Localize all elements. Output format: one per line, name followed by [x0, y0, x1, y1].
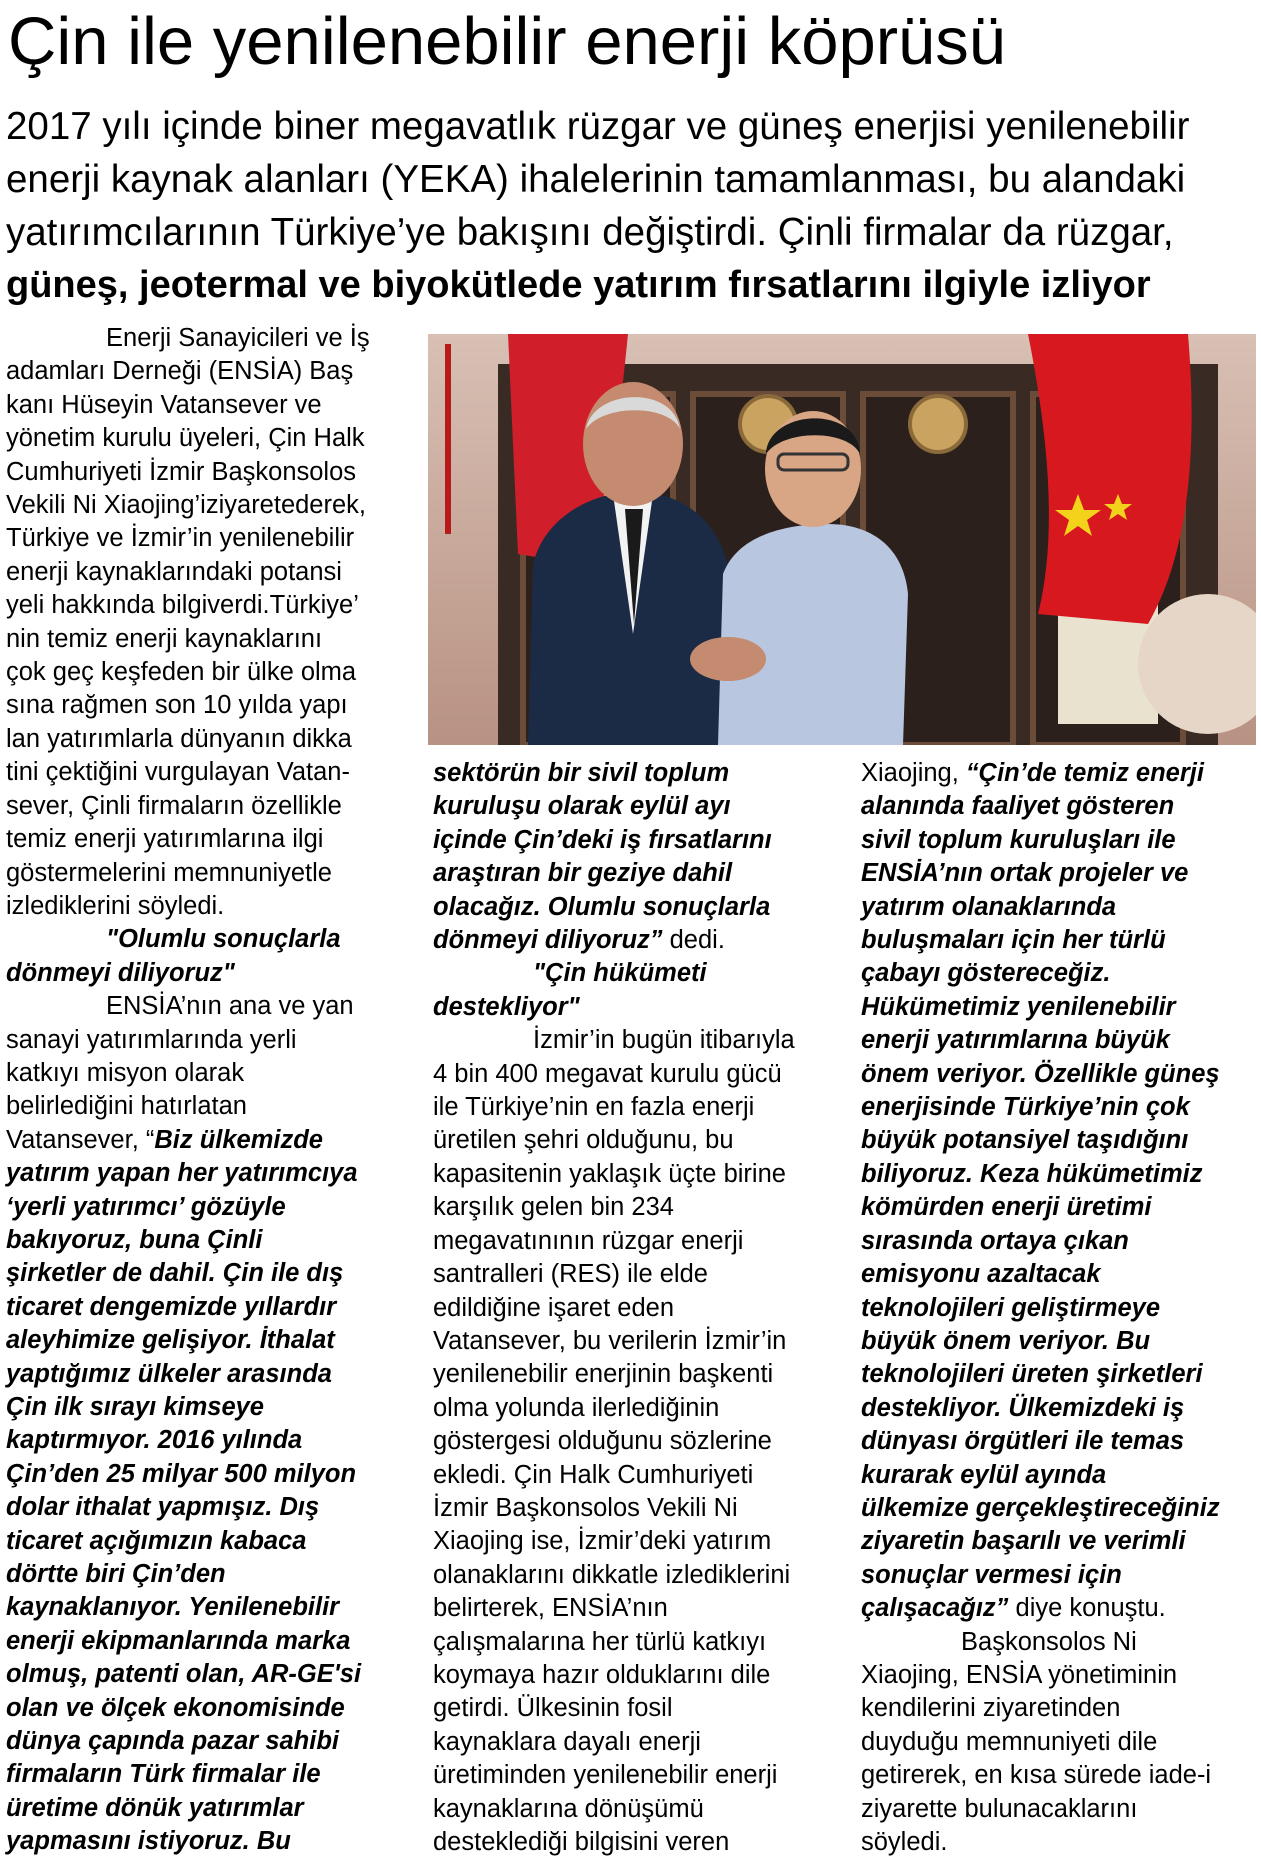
- text-line: ENSİA’nın ana ve yan: [106, 992, 354, 1021]
- quote-line: ülkemize gerçekleştireceğiniz: [861, 1493, 1220, 1522]
- text-segment: dedi.: [662, 926, 725, 955]
- text-line: İzmir Başkonsolos Vekili Ni: [433, 1493, 738, 1522]
- quote-line: ziyaretin başarılı ve verimli: [861, 1527, 1186, 1556]
- text-line: belirlediğini hatırlatan: [6, 1092, 247, 1121]
- text-line: Başkonsolos Ni: [961, 1627, 1137, 1656]
- quote-line: büyük potansiyel taşıdığını: [861, 1126, 1189, 1155]
- subheading: destekliyor": [433, 992, 580, 1021]
- quote-line: olan ve ölçek ekonomisinde: [6, 1693, 345, 1722]
- lead-line: yatırımcılarının Türkiye’ye bakışını değiştirdi. Çinli firmalar da rüzgar,: [6, 211, 1174, 254]
- quote-line: kömürden enerji üretimi: [861, 1193, 1152, 1222]
- quote-line: ticaret açığımızın kabaca: [6, 1526, 307, 1555]
- quote-line: çabayı göstereceğiz.: [861, 959, 1111, 988]
- quote-line: olmuş, patenti olan, AR-GE'si: [6, 1660, 362, 1689]
- quote-line: dünya çapında pazar sahibi: [6, 1727, 340, 1756]
- quote-line: ‘yerli yatırımcı’ gözüyle: [6, 1192, 286, 1221]
- article-column-2: [433, 757, 838, 1859]
- quote-line: kurarak eylül ayında: [861, 1460, 1107, 1489]
- text-line: adamları Derneği (ENSİA) Baş: [6, 357, 354, 386]
- text-line: ile Türkiye’nin en fazla enerji: [433, 1093, 755, 1122]
- quote-line: sırasında ortaya çıkan: [861, 1226, 1129, 1255]
- quote-line: büyük önem veriyor. Bu: [861, 1326, 1151, 1355]
- quote-line: enerji ekipmanlarında marka: [6, 1626, 351, 1655]
- quote-line: Hükümetimiz yenilenebilir: [861, 992, 1176, 1021]
- quote-line: kaynaklanıyor. Yenilenebilir: [6, 1593, 340, 1622]
- text-line: ziyarette bulunacaklarını: [861, 1794, 1138, 1823]
- quote-line: yaptığımız ülkeler arasında: [6, 1359, 332, 1388]
- quote-line: sivil toplum kuruluşları ile: [861, 825, 1176, 854]
- quote-line: enerjisinde Türkiye’nin çok: [861, 1093, 1190, 1122]
- quote-line: şirketler de dahil. Çin ile dış: [6, 1259, 344, 1288]
- quote-line: dörtte biri Çin’den: [6, 1560, 226, 1589]
- text-line: temiz enerji yatırımlarına ilgi: [6, 825, 324, 854]
- quote-line: sektörün bir sivil toplum: [433, 759, 730, 787]
- text-segment: Vatansever, “: [6, 1125, 155, 1154]
- text-line: yönetim kurulu üyeleri, Çin Halk: [6, 424, 365, 453]
- quote-line: kuruluşu olarak eylül ayı: [433, 792, 731, 821]
- text-line: Xiaojing, ENSİA yönetiminin: [861, 1660, 1178, 1689]
- text-line: getirerek, en kısa sürede iade-i: [861, 1761, 1212, 1790]
- headline: Çin ile yenilenebilir enerji köprüsü: [8, 4, 1007, 79]
- photo-illustration: [428, 334, 1256, 745]
- text-line: megavatınının rüzgar enerji: [433, 1226, 744, 1255]
- quote-line: biliyoruz. Keza hükümetimiz: [861, 1159, 1203, 1188]
- lead-paragraph: [6, 100, 1258, 312]
- quote-line: enerji yatırımlarına büyük: [861, 1026, 1170, 1055]
- text-line: belirterek, ENSİA’nın: [433, 1594, 668, 1623]
- quote-line: bakıyoruz, buna Çinli: [6, 1225, 263, 1254]
- text-line: olanaklarını dikkatle izlediklerini: [433, 1560, 791, 1589]
- subheading: "Olumlu sonuçlarla: [106, 925, 341, 954]
- text-line: kanı Hüseyin Vatansever ve: [6, 390, 322, 419]
- quote-line: yapmasını istiyoruz. Bu: [6, 1827, 291, 1856]
- text-line: koymaya hazır olduklarını dile: [433, 1660, 771, 1689]
- text-line: yeli hakkında bilgiverdi.Türkiye’: [6, 591, 359, 620]
- quote-segment: Biz ülkemizde: [154, 1125, 323, 1154]
- text-line: kapasitenin yaklaşık üçte birine: [433, 1159, 786, 1188]
- text-line: İzmir’in bugün itibarıyla: [533, 1026, 795, 1055]
- quote-line: emisyonu azaltacak: [861, 1260, 1101, 1289]
- quote-segment: çalışacağız”: [861, 1594, 1009, 1623]
- text-line: [861, 1592, 1256, 1625]
- quote-line: aleyhimize gelişiyor. İthalat: [6, 1326, 335, 1355]
- text-line: [433, 924, 838, 957]
- text-line: izlediklerini söyledi.: [6, 891, 225, 920]
- text-line: göstergesi olduğunu sözlerine: [433, 1427, 772, 1456]
- text-line: kendilerini ziyaretinden: [861, 1694, 1121, 1723]
- text-line: yenilenebilir enerjinin başkenti: [433, 1360, 774, 1389]
- text-segment: diye konuştu.: [1008, 1594, 1166, 1623]
- text-line: Vekili Ni Xiaojing’iziyaretederek,: [6, 491, 367, 520]
- text-line: söyledi.: [861, 1828, 948, 1856]
- text-line: lan yatırımlarla dünyanın dikka: [6, 724, 352, 753]
- text-line: edildiğine işaret eden: [433, 1293, 675, 1322]
- text-line: çalışmalarına her türlü katkıyı: [433, 1627, 767, 1656]
- quote-line: buluşmaları için her türlü: [861, 926, 1166, 955]
- lead-line: 2017 yılı içinde biner megavatlık rüzgar ve güneş enerjisi yenilenebilir: [6, 105, 1190, 148]
- quote-line: kaptırmıyor. 2016 yılında: [6, 1426, 303, 1455]
- text-line: tini çektiğini vurgulayan Vatan-: [6, 758, 350, 787]
- quote-line: ticaret dengemizde yıllardır: [6, 1292, 337, 1321]
- text-line: sına rağmen son 10 yılda yapı: [6, 691, 348, 720]
- quote-segment: “Çin’de temiz enerji: [965, 759, 1204, 787]
- quote-line: araştıran bir geziye dahil: [433, 859, 733, 888]
- quote-line: teknolojileri üreten şirketleri: [861, 1360, 1203, 1389]
- text-line: sanayi yatırımlarında yerli: [6, 1025, 297, 1054]
- quote-line: dünyası örgütleri ile temas: [861, 1427, 1185, 1456]
- text-line: getirdi. Ülkesinin fosil: [433, 1694, 673, 1723]
- photo-handshake: [428, 334, 1256, 745]
- article-column-1: [6, 322, 421, 1859]
- text-line: enerji kaynaklarındaki potansi: [6, 557, 342, 586]
- text-line: katkıyı misyon olarak: [6, 1058, 245, 1087]
- text-line: Vatansever, bu verilerin İzmir’in: [433, 1326, 787, 1355]
- text-line: santralleri (RES) ile elde: [433, 1260, 708, 1289]
- text-line: [6, 1124, 421, 1157]
- quote-line: üretime dönük yatırımlar: [6, 1793, 304, 1822]
- quote-line: olacağız. Olumlu sonuçlarla: [433, 892, 771, 921]
- text-line: duyduğu memnuniyeti dile: [861, 1727, 1158, 1756]
- quote-line: içinde Çin’deki iş fırsatlarını: [433, 825, 772, 854]
- text-line: göstermelerini memnuniyetle: [6, 858, 332, 887]
- quote-segment: dönmeyi diliyoruz”: [433, 926, 663, 955]
- text-line: olma yolunda ilerlediğinin: [433, 1393, 720, 1422]
- text-line: nin temiz enerji kaynaklarını: [6, 624, 323, 653]
- quote-line: sonuçlar vermesi için: [861, 1560, 1122, 1589]
- text-line: üretiminden yenilenebilir enerji: [433, 1761, 778, 1790]
- quote-line: ENSİA’nın ortak projeler ve: [861, 859, 1189, 888]
- quote-line: yatırım yapan her yatırımcıya: [6, 1159, 358, 1188]
- text-line: kaynaklara dayalı enerji: [433, 1727, 701, 1756]
- text-line: [861, 757, 1256, 790]
- text-line: sever, Çinli firmaların özellikle: [6, 791, 342, 820]
- quote-line: Çin’den 25 milyar 500 milyon: [6, 1459, 357, 1488]
- text-line: üretilen şehri olduğunu, bu: [433, 1126, 734, 1155]
- quote-line: alanında faaliyet gösteren: [861, 792, 1175, 821]
- subheading: dönmeyi diliyoruz": [6, 958, 235, 987]
- text-line: desteklediği bilgisini veren: [433, 1828, 730, 1856]
- text-line: Cumhuriyeti İzmir Başkonsolos: [6, 457, 357, 486]
- quote-line: dolar ithalat yapmışız. Dış: [6, 1493, 320, 1522]
- quote-line: destekliyor. Ülkemizdeki iş: [861, 1393, 1185, 1422]
- quote-line: önem veriyor. Özellikle güneş: [861, 1059, 1220, 1088]
- lead-line: enerji kaynak alanları (YEKA) ihalelerinin tamamlanması, bu alandaki: [6, 158, 1186, 201]
- text-line: ekledi. Çin Halk Cumhuriyeti: [433, 1460, 754, 1489]
- article-column-3: [861, 757, 1256, 1859]
- quote-line: Çin ilk sırayı kimseye: [6, 1393, 264, 1421]
- text-line: çok geç keşfeden bir ülke olma: [6, 658, 357, 687]
- text-line: Türkiye ve İzmir’in yenilenebilir: [6, 524, 355, 553]
- text-line: karşılık gelen bin 234: [433, 1193, 674, 1222]
- text-line: 4 bin 400 megavat kurulu gücü: [433, 1059, 782, 1088]
- text-segment: Xiaojing,: [861, 759, 966, 787]
- text-line: Xiaojing ise, İzmir’deki yatırım: [433, 1527, 772, 1556]
- quote-line: yatırım olanaklarında: [861, 892, 1117, 921]
- text-line: kaynaklarına dönüşümü: [433, 1794, 704, 1823]
- subheading: "Çin hükümeti: [533, 959, 707, 988]
- quote-line: firmaların Türk firmalar ile: [6, 1760, 321, 1789]
- quote-line: teknolojileri geliştirmeye: [861, 1293, 1161, 1322]
- text-line: Enerji Sanayicileri ve İş: [106, 324, 370, 352]
- lead-line-bold: güneş, jeotermal ve biyokütlede yatırım fırsatlarını ilgiyle izliyor: [6, 264, 1151, 306]
